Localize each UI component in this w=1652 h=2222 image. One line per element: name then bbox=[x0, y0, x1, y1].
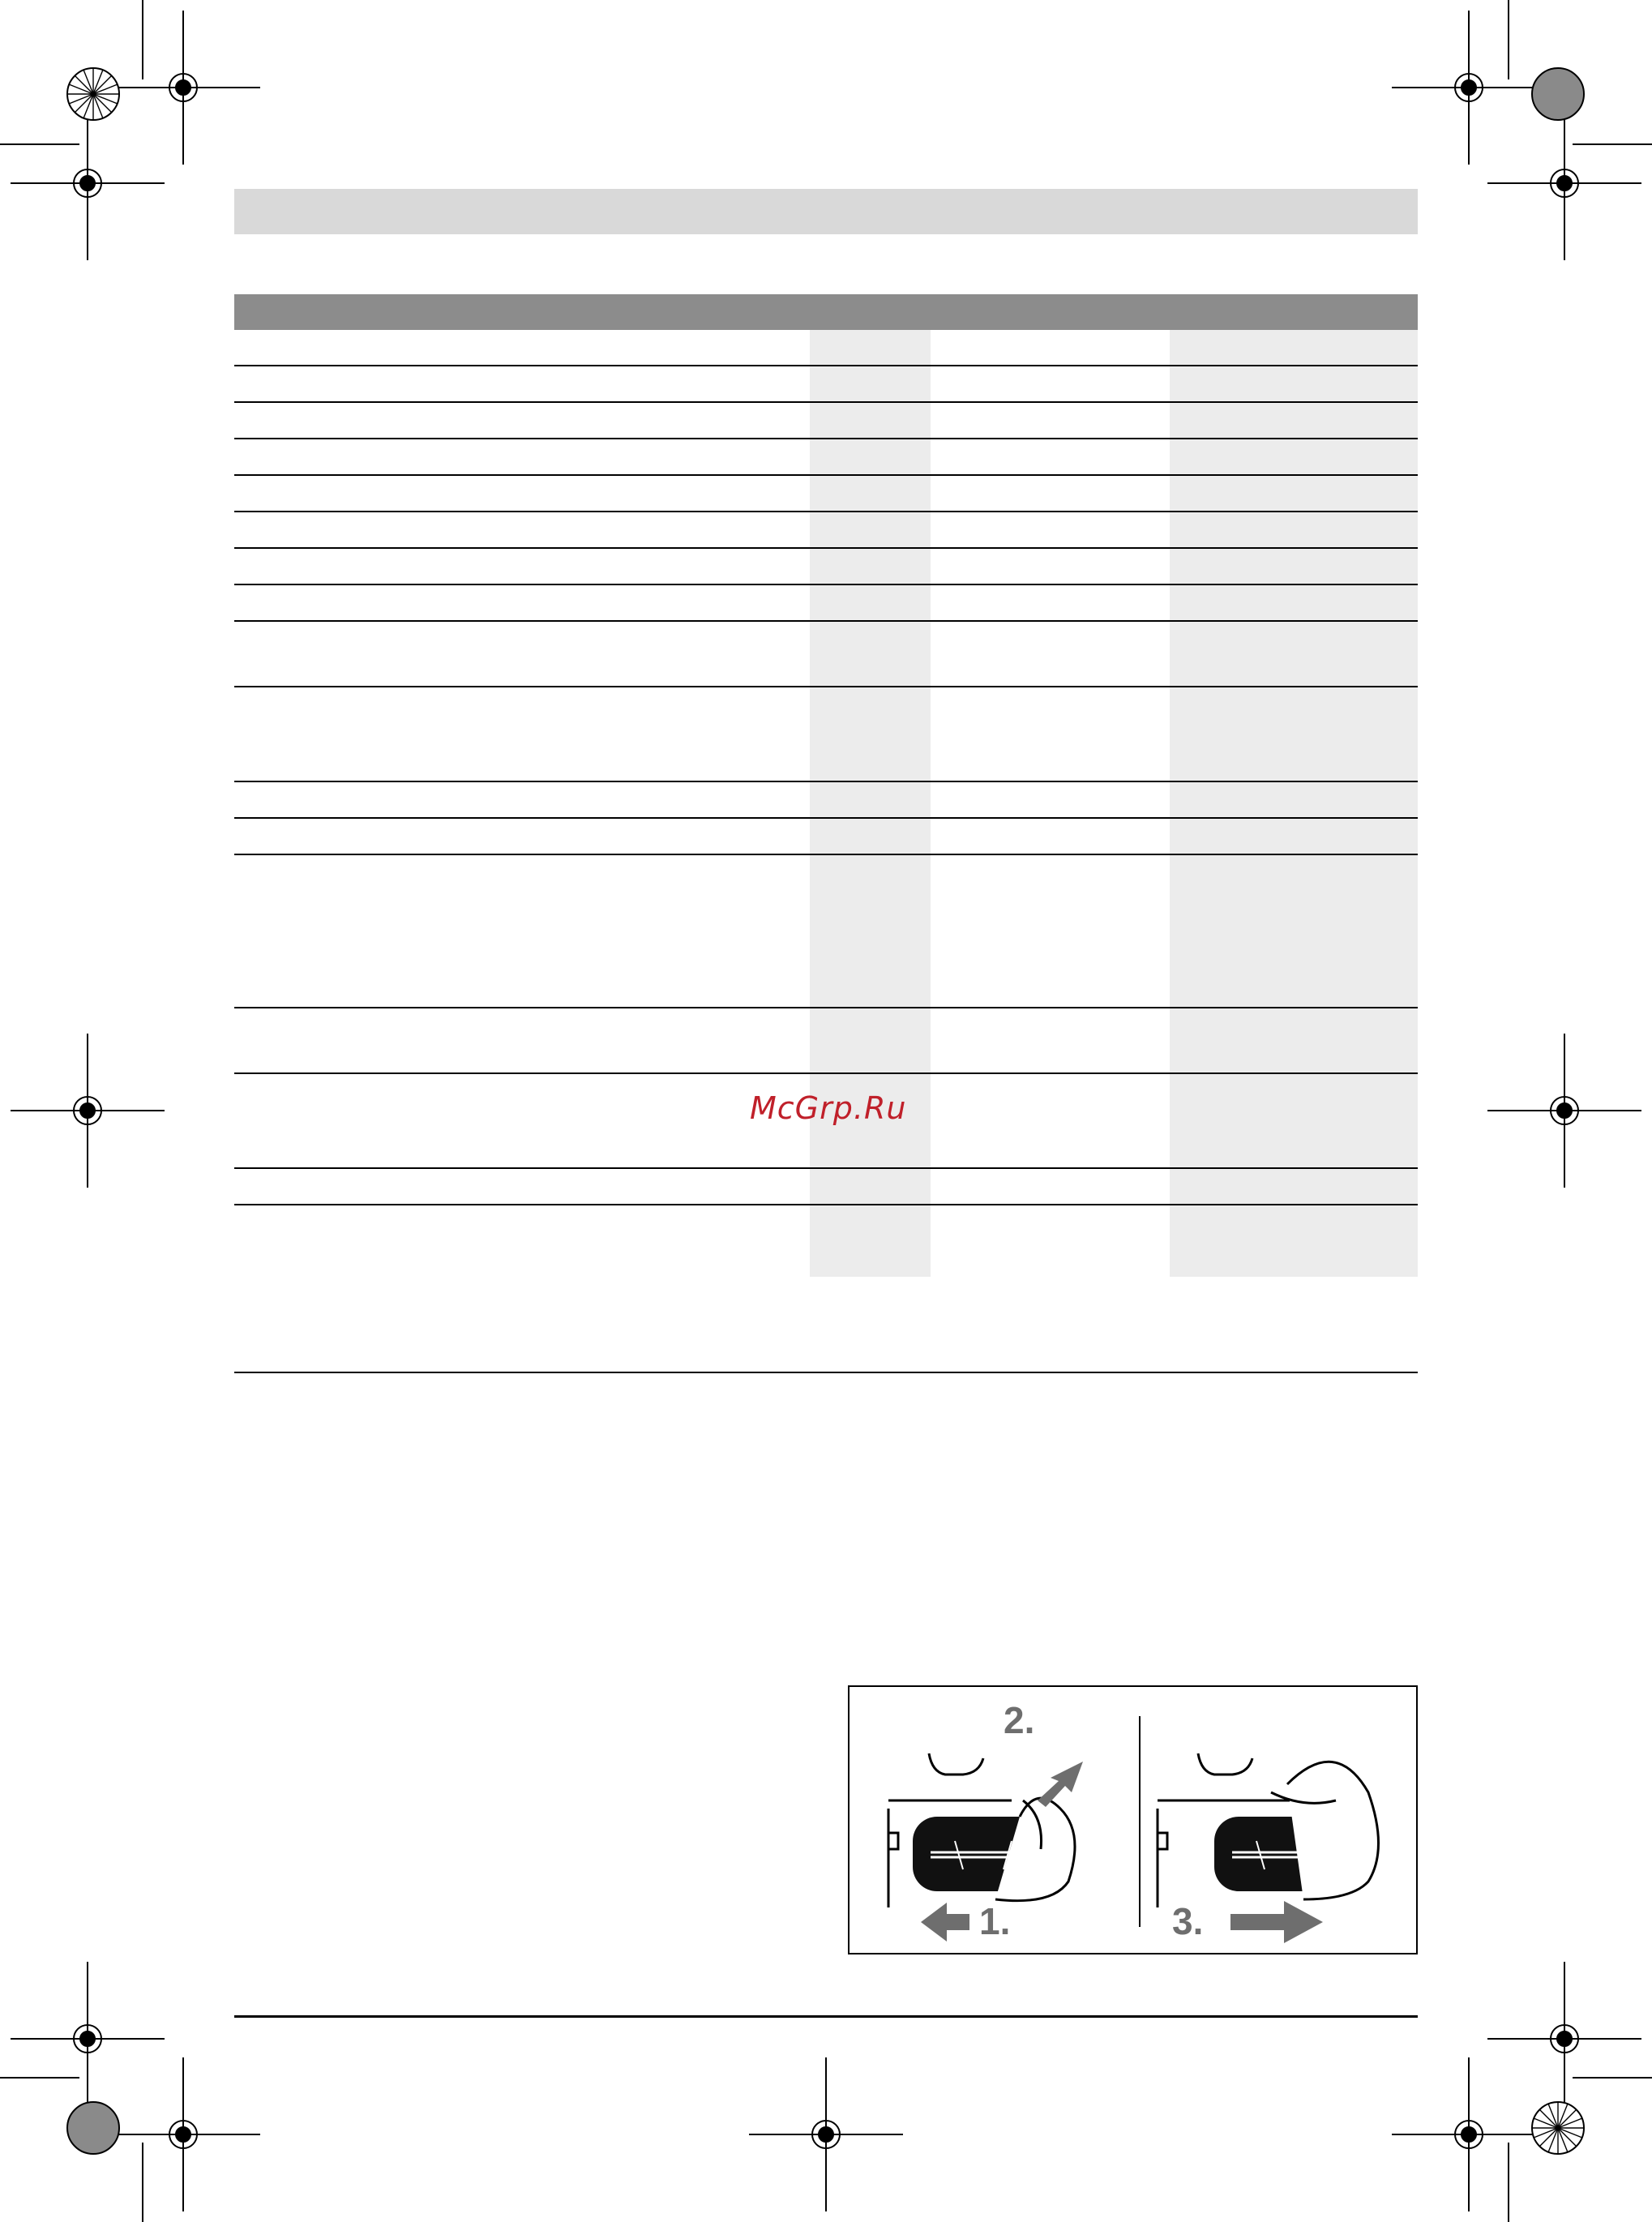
table-row bbox=[234, 512, 1418, 549]
step-1-label: 1. bbox=[979, 1900, 1011, 1942]
table-row bbox=[234, 1008, 1418, 1074]
step-2-label: 2. bbox=[1004, 1699, 1035, 1741]
arrow-press bbox=[1038, 1762, 1083, 1807]
table-row bbox=[234, 439, 1418, 476]
step-3-label: 3. bbox=[1172, 1900, 1204, 1942]
page-header-bar bbox=[234, 189, 1418, 234]
table-row bbox=[234, 687, 1418, 782]
table-row bbox=[234, 782, 1418, 819]
section-divider bbox=[234, 1372, 1418, 1373]
watermark-text: McGrp.Ru bbox=[750, 1090, 907, 1126]
table-row bbox=[234, 1169, 1418, 1205]
hand-right bbox=[1287, 1762, 1379, 1899]
table-row bbox=[234, 622, 1418, 687]
table-row bbox=[234, 403, 1418, 439]
battery-illustration bbox=[850, 1687, 1416, 1953]
table-row bbox=[234, 585, 1418, 622]
arrow-left bbox=[921, 1903, 969, 1942]
table-header bbox=[234, 294, 1418, 330]
spec-table bbox=[234, 294, 1418, 1277]
table-row bbox=[234, 549, 1418, 585]
table-row bbox=[234, 330, 1418, 366]
arrow-right bbox=[1230, 1901, 1323, 1943]
table-row bbox=[234, 819, 1418, 855]
table-row bbox=[234, 1205, 1418, 1277]
battery-removal-figure bbox=[848, 1685, 1418, 1954]
footer-rule bbox=[234, 2015, 1418, 2018]
table-row bbox=[234, 366, 1418, 403]
table-row bbox=[234, 476, 1418, 512]
table-row bbox=[234, 855, 1418, 1008]
